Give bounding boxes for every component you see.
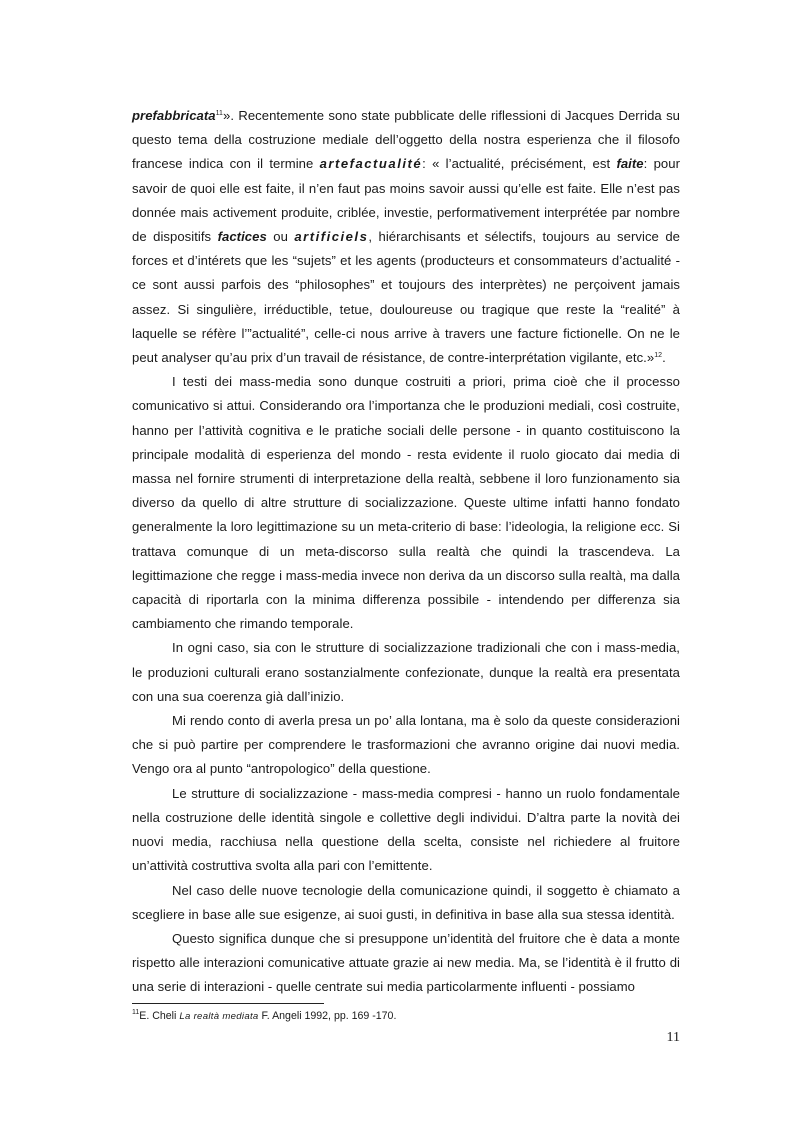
page-number: 11 (666, 1030, 680, 1045)
emphasized-term: faite (616, 156, 644, 172)
paragraph (132, 636, 680, 709)
text-run: : pour savoir de quoi elle est faite, il n’en faut pas moins savoir aussi qu’elle est faite. Elle n’est pas donnée mais activement produite, criblée, investie, performativement interprétée par nombre de dispositifs (132, 156, 680, 245)
footnote-separator (132, 1003, 324, 1004)
body-text (132, 104, 680, 1000)
paragraph (132, 709, 680, 782)
footnote-reference: 12 (654, 352, 663, 360)
paragraph (132, 782, 680, 879)
paragraph (132, 927, 680, 1000)
footnote-number: 11 (132, 1009, 140, 1016)
text-run: Nel caso delle nuove tecnologie della comunicazione quindi, il soggetto è chiamato a scegliere in base alle sue esigenze, ai suoi gusti, in definitiva in base alla sua stessa identità. (132, 882, 680, 922)
text-run: : « l’actualité, précisément, est (422, 156, 617, 172)
footnote-reference: 11 (215, 110, 223, 117)
paragraph (132, 104, 680, 370)
footnote-author: E. Cheli (139, 1010, 180, 1022)
emphasized-term: prefabbricata (132, 108, 216, 123)
text-run: Le strutture di socializzazione - mass-media compresi - hanno un ruolo fondamentale nella costruzione delle identità singole e collettive degli individui. D’altra parte la novità dei nuovi media, racchiusa nella questione della scelta, consiste nel richiedere al fruitore un’attività costruttiva svolta alla pari con l’emittente. (132, 785, 680, 874)
emphasized-term: artefactualité (319, 156, 423, 172)
text-run: . (662, 350, 666, 366)
text-run: I testi dei mass-media sono dunque costruiti a priori, prima cioè che il processo comunicativo si attui. Considerando ora l’importanza che le produzioni mediali, così costruite, hanno per l’attività cognitiva e le pratiche sociali delle persone - in quanto costituiscono la principale modalità di esperienza del mondo - resta evidente il ruolo giocato dai media di massa nel fornire strumenti di interpretazione della realtà, sebbene il loro funzionamento sia diverso da quello di altre strutture di socializzazione. Queste ultime infatti hanno fondato generalmente la loro legittimazione su un meta-criterio di base: l’ideologia, la religione ecc. Si trattava comunque di un meta-discorso sulla realtà che quindi la trascendeva. La legittimazione che regge i mass-media invece non deriva da un discorso sulla realtà, ma dalla capacità di riportarla con la minima differenza possibile - intendendo per differenza sia cambiamento che rimando temporale. (132, 374, 680, 632)
text-run: Mi rendo conto di averla presa un po’ alla lontana, ma è solo da queste considerazioni che si può partire per comprendere le trasformazioni che avranno origine dai nuovi media. Vengo ora al punto “antropologico” della questione. (132, 713, 680, 777)
paragraph (132, 879, 680, 927)
footnote-title: La realtà mediata (179, 1011, 259, 1022)
footnote (132, 1009, 680, 1024)
emphasized-term: artificiels (294, 229, 369, 245)
text-run: , hiérarchisants et sélectifs, toujours au service de forces et d’intérets que les “sujets” et les agents (producteurs et consommateurs d’actualité - ce sont aussi parfois des “philosophes” et toujours des interprètes) ne perçoivent jamais assez. Si singulière, irréductible, tetue, douloureuse ou tragique que reste la “realité” à laquelle se réfère l’”actualité”, celle-ci nous arrive à travers une facture fictionelle. On ne le peut analyser qu’au prix d’un travail de résistance, de contre-interprétation vigilante, etc.» (132, 229, 680, 366)
paragraph (132, 370, 680, 636)
text-run: Questo significa dunque che si presuppone un’identità del fruitore che è data a monte rispetto alle interazioni comunicative attuate grazie ai new media. Ma, se l’identità è il frutto di una serie di interazioni - quelle centrate sui media particolarmente influenti - possiamo (132, 930, 680, 995)
text-run: ». Recentemente sono state pubblicate delle riflessioni di Jacques Derrida su questo tema della costruzione mediale dell’oggetto della nostra esperienza che il filosofo francese indica con il termine (132, 108, 680, 172)
emphasized-term: factices (217, 229, 267, 245)
text-run: ou (266, 229, 295, 245)
footnote-details: F. Angeli 1992, pp. 169 -170. (258, 1010, 397, 1022)
text-run: In ogni caso, sia con le strutture di socializzazione tradizionali che con i mass-media, le produzioni culturali erano sostanzialmente confezionate, dunque la realtà era presentata con una sua coerenza già dall’inizio. (132, 640, 680, 704)
